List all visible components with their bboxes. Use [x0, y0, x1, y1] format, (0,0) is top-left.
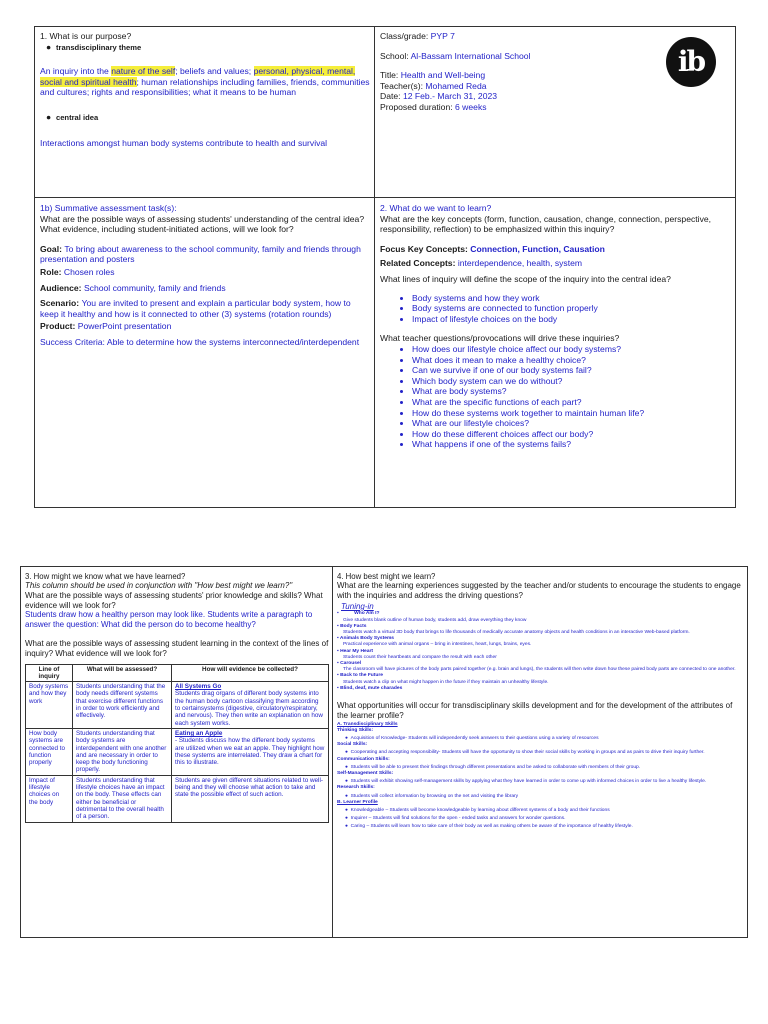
learn-heading: 2. What do we want to learn?: [380, 203, 492, 213]
summative-heading: 1b) Summative assessment task(s):: [40, 203, 177, 213]
provocations-list: [380, 344, 732, 450]
list-item: ▪ Body Facts Students watch a virtual 3D body that brings to life thousands of medically accurate anatomy objects and health conditions in an interactive Web-based platform.: [337, 623, 690, 636]
list-item: ▪ Carousel The classroom will have pictures of the body parts paired together (e.g. brain and lungs), the students will then write down how these paired body parts are connected to one another.: [337, 661, 736, 673]
list-item: • How does our lifestyle choice affect our body systems?: [412, 344, 732, 355]
table-row: Impact of lifestyle choices on the body Students understanding that lifestyle choices have an impact on the body. These effects can either be beneficial or detrimental to the overall health of a person. Students are given different situations related to well-being and they will choose what action to take and state the possible effect of such action.: [26, 775, 329, 822]
howlearn-question: What are the learning experiences suggested by the teacher and/or students to encourage the students to engage with the inquiries and address the driving questions?: [337, 581, 741, 601]
know-note: This column should be used in conjunction with "How best might we learn?": [25, 581, 293, 591]
skills-list: A. Transdisciplinary Skills Thinking Skills: ● Acquisition of Knowledge- Students will independently seek answers to their questions using a variety of resources Social Skills: ● Cooperating and accepting responsibility- Students will have the opportunity to show their social skills by working in groups and as pairs to drive their inquiry further. Communication Skills: ● Students will be able to present their findings through different presentations and be asked to collaborate with members of their group. Self-Management Skills: ● Students will exhibit showing self-management skills by applying what they have learned in order to come up with informed choices in order to live a healthy lifestyle. Research Skills: ● Students will collect information by browsing on the net and visiting the library B. Learner Profile ● Knowledgeable – Students will become knowledgeable by learning about different systems of a body and their functions ● Inquirer – Students will find solutions for the open - ended tasks and answers for wonder questions. ● Caring – Students will learn how to take care of their body as well as making others be aware of the importance of healthy lifestyle.: [337, 722, 745, 831]
list-item: • What are our lifestyle choices?: [412, 418, 732, 429]
column-divider: [332, 567, 333, 937]
list-item: • What happens if one of the systems fails?: [412, 439, 732, 450]
product: Product: PowerPoint presentation: [40, 321, 172, 332]
summative-question: What are the possible ways of assessing students' understanding of the central idea? What evidence, including student-initiated actions, will we look for?: [40, 213, 365, 235]
list-item: • How do these different choices affect our body?: [412, 429, 732, 440]
role: Role: Chosen roles: [40, 266, 115, 277]
list-item: ▪ Who Am I? Give students blank outline of human body, students add, draw everything they know: [337, 611, 527, 623]
theme-label: transdisciplinary theme: [55, 42, 142, 52]
goal: Goal: To bring about awareness to the school community, family and friends through presentation and posters: [40, 243, 361, 265]
teacher: Teacher(s): Mohamed Reda: [380, 80, 487, 91]
theme-text: An inquiry into the nature of the self; beliefs and values; personal, physical, mental, social and spiritual health; human relationships including families, friends, communities and cultures; rights and responsibilities; what it means to be human: [40, 66, 370, 98]
list-item: ▪ Hear My Heart Students count their heartbeats and compare the result with each other: [337, 648, 497, 660]
purpose-section: [40, 31, 370, 148]
lines-question: What lines of inquiry will define the scope of the inquiry into the central idea?: [380, 273, 671, 284]
prior-question: What are the possible ways of assessing students' prior knowledge and skills? What evidence will we look for?: [25, 591, 323, 610]
list-item: • Body systems are connected to function properly: [412, 303, 732, 314]
list-item: ▪ Blind, deaf, mute charades: [337, 685, 403, 691]
column-divider: [374, 27, 375, 507]
success-criteria: Success Criteria: Able to determine how the systems interconnected/interdependent: [40, 336, 360, 347]
know-heading: 3. How might we know what we have learned?: [25, 572, 186, 581]
date: Date: 12 Feb.- March 31, 2023: [380, 91, 498, 102]
list-item: • What does it mean to make a healthy choice?: [412, 355, 732, 366]
list-item: ▪ Animals Body Systems Practical experience with animal organs – bring in intestines, heart, lungs, brains, eyes.: [337, 636, 532, 648]
list-item: • What are the specific functions of each part?: [412, 397, 732, 408]
tuning-in-label: Tuning-in: [341, 602, 374, 611]
column-header: Line of inquiry: [26, 664, 73, 682]
howlearn-heading: 4. How best might we learn?: [337, 572, 436, 581]
bullet-icon: ●: [46, 41, 52, 52]
table-row: How body systems are connected to function properly Students understanding that body systems are interdependent with one another and are necessary in order to keep the body functioning properly. Eating an Apple - Students discuss how the different body systems are utilized when we eat an apple. They highlight how these systems are interrelated. They draw a chart for this to illustrate.: [26, 728, 329, 775]
focus-concepts: Focus Key Concepts: Connection, Function, Causation: [380, 243, 605, 254]
prior-answer: Students draw how a healthy person may look like. Students write a paragraph to answer the question: What did the person do to become healthy?: [25, 610, 313, 629]
list-item: • What are body systems?: [412, 386, 732, 397]
duration: Proposed duration: 6 weeks: [380, 101, 487, 112]
list-item: ▪ Back to the Future Students watch a clip on what might happen in the future if they maintain an unhealthy lifestyle.: [337, 673, 549, 685]
skills-b-label: B. Learner Profile: [337, 799, 378, 805]
table-header-row: [26, 664, 329, 682]
audience: Audience: School community, family and friends: [40, 282, 226, 293]
unit-info: [380, 31, 730, 196]
school: School: Al-Bassam International School: [380, 50, 531, 61]
planner-page-1: [34, 26, 736, 508]
scenario: Scenario: You are invited to present and explain a particular body system, how to keep it healthy and how is it connected to other (3) systems (rotation rounds): [40, 298, 351, 319]
learning-question: What are the possible ways of assessing student learning in the context of the lines of inquiry? What evidence will we look for?: [25, 639, 329, 658]
list-item: • Can we survive if one of our body systems fail?: [412, 365, 732, 376]
column-header: What will be assessed?: [73, 664, 172, 682]
summative-section: [40, 203, 370, 348]
purpose-heading: 1. What is our purpose?: [40, 31, 132, 41]
lines-list: [380, 293, 732, 325]
list-item: • How do these systems work together to maintain human life?: [412, 408, 732, 419]
list-item: • Impact of lifestyle choices on the body: [412, 314, 732, 325]
table-row: Body systems and how they work Students understanding that the body needs different systems that exercise different functions in order to work efficiently and effectively. All Systems Go Students drag organs of different body systems into the human body cartoon classifying them according to certainsystems (digestive, circulatory/respiratory, and nervous). They then write an explanation on how each system works.: [26, 682, 329, 729]
central-idea-text: Interactions amongst human body systems contribute to health and survival: [40, 137, 328, 148]
planner-page-2: [20, 566, 748, 938]
unit-title: Title: Health and Well-being: [380, 70, 486, 81]
ib-logo: ib: [666, 37, 716, 87]
related-concepts: Related Concepts: interdependence, health, system: [380, 258, 583, 269]
class-grade: Class/grade: PYP 7: [380, 31, 455, 41]
column-header: How will evidence be collected?: [172, 664, 329, 682]
activity-list: [337, 611, 745, 692]
learn-section: [380, 203, 732, 450]
know-section: [25, 572, 329, 823]
row-divider: [35, 197, 735, 198]
provocations-question: What teacher questions/provocations will drive these inquiries?: [380, 333, 620, 344]
central-idea-label: central idea: [55, 112, 99, 122]
bullet-icon: ●: [46, 111, 52, 122]
skills-a-label: A. Transdisciplinary Skills: [337, 721, 398, 727]
concepts-question: What are the key concepts (form, function, causation, change, connection, perspective, responsibility, reflection) to be emphasized within this inquiry?: [380, 213, 712, 235]
assessment-table: [25, 664, 329, 823]
list-item: • Which body system can we do without?: [412, 376, 732, 387]
list-item: • Body systems and how they work: [412, 293, 732, 304]
skills-question: What opportunities will occur for transdisciplinary skills development and for the development of the attributes of the learner profile?: [337, 701, 733, 720]
howlearn-section: [337, 572, 745, 831]
